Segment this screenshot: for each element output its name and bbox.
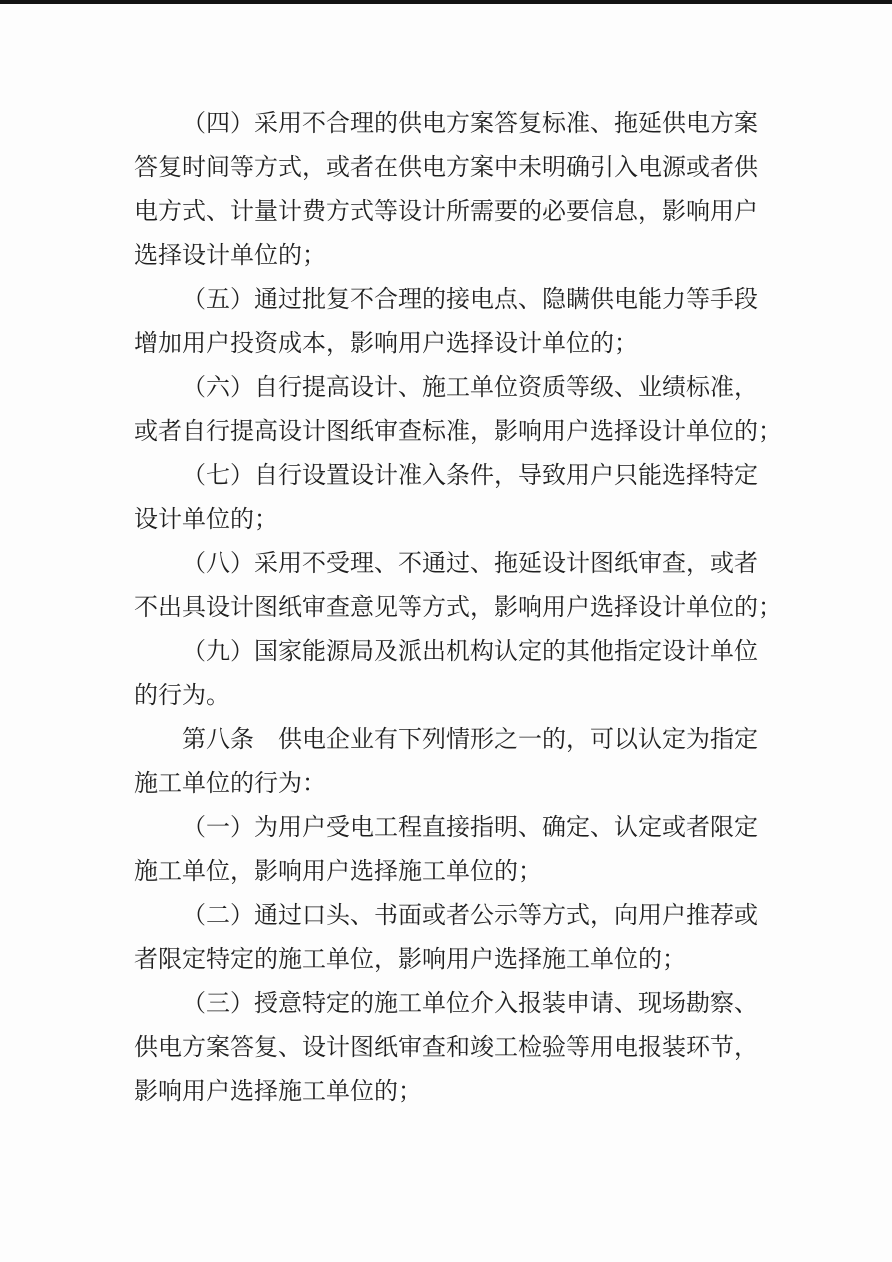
paragraph — [134, 366, 782, 454]
text-line: 电方式、计量计费方式等设计所需要的必要信息，影响用户 — [134, 199, 758, 225]
text-line: （四）采用不合理的供电方案答复标准、拖延供电方案 — [182, 111, 758, 137]
text-line: 施工单位的行为： — [134, 771, 326, 797]
text-line: （一）为用户受电工程直接指明、确定、认定或者限定 — [182, 815, 758, 841]
document-text-block — [134, 102, 782, 1114]
text-line: （五）通过批复不合理的接电点、隐瞒供电能力等手段 — [182, 287, 758, 313]
text-line: 不出具设计图纸审查意见等方式，影响用户选择设计单位的； — [134, 595, 782, 621]
text-line: （八）采用不受理、不通过、拖延设计图纸审查，或者 — [182, 551, 758, 577]
paragraph — [134, 278, 758, 366]
paragraph — [134, 542, 782, 630]
text-line: （九）国家能源局及派出机构认定的其他指定设计单位 — [182, 639, 758, 665]
paragraph — [134, 630, 758, 718]
paragraph — [134, 806, 758, 894]
text-line: 答复时间等方式，或者在供电方案中未明确引入电源或者供 — [134, 155, 758, 181]
text-line: 施工单位，影响用户选择施工单位的； — [134, 859, 542, 885]
text-line: 设计单位的； — [134, 507, 278, 533]
text-line: 影响用户选择施工单位的； — [134, 1079, 422, 1105]
paragraph — [134, 894, 758, 982]
text-line: （二）通过口头、书面或者公示等方式，向用户推荐或 — [182, 903, 758, 929]
text-line: 者限定特定的施工单位，影响用户选择施工单位的； — [134, 947, 686, 973]
text-line: 选择设计单位的； — [134, 243, 326, 269]
text-line: 第八条 供电企业有下列情形之一的，可以认定为指定 — [182, 727, 758, 753]
paragraph — [134, 454, 758, 542]
text-line: 的行为。 — [134, 683, 230, 709]
paragraph — [134, 102, 758, 278]
text-line: （七）自行设置设计准入条件，导致用户只能选择特定 — [182, 463, 758, 489]
text-line: 供电方案答复、设计图纸审查和竣工检验等用电报装环节， — [134, 1035, 758, 1061]
text-line: （三）授意特定的施工单位介入报装申请、现场勘察、 — [182, 991, 758, 1017]
text-line: 增加用户投资成本，影响用户选择设计单位的； — [134, 331, 638, 357]
text-line: 或者自行提高设计图纸审查标准，影响用户选择设计单位的； — [134, 419, 782, 445]
paragraph-article-heading — [134, 718, 758, 806]
paragraph — [134, 982, 758, 1114]
text-line: （六）自行提高设计、施工单位资质等级、业绩标准， — [182, 375, 758, 401]
